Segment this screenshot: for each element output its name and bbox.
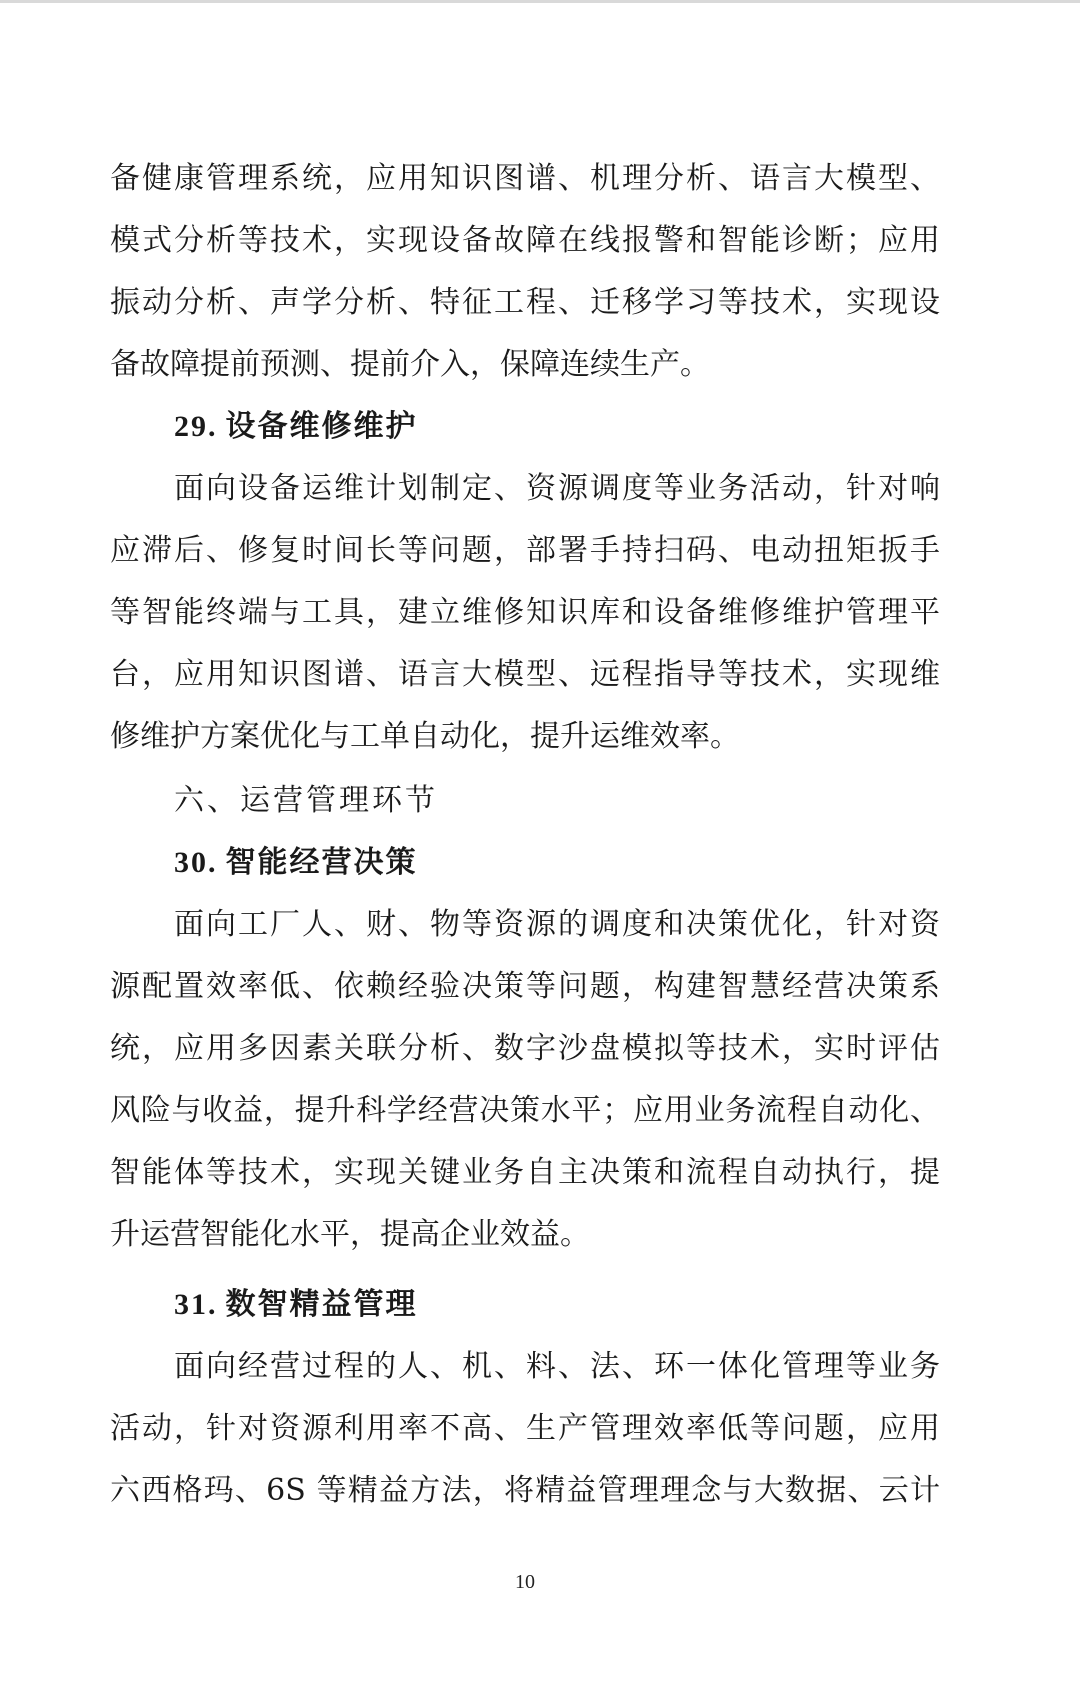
body-line: 应滞后、修复时间长等问题，部署手持扫码、电动扭矩扳手 (110, 533, 940, 568)
body-line: 面向设备运维计划制定、资源调度等业务活动，针对响 (174, 471, 940, 506)
body-line: 等智能终端与工具，建立维修知识库和设备维修维护管理平 (110, 595, 940, 630)
body-line: 源配置效率低、依赖经验决策等问题，构建智慧经营决策系 (110, 969, 940, 1004)
section-title: 智能经营决策 (225, 845, 418, 880)
body-line: 备健康管理系统，应用知识图谱、机理分析、语言大模型、 (110, 161, 940, 196)
section-heading-29 (174, 402, 418, 452)
section-title: 数智精益管理 (225, 1287, 418, 1322)
page-number: 10 (515, 1571, 535, 1593)
section-heading-30 (174, 838, 418, 888)
section-heading-31 (174, 1280, 418, 1330)
body-line: 六西格玛、6S 等精益方法，将精益管理理念与大数据、云计 (110, 1473, 940, 1508)
section-title: 设备维修维护 (225, 409, 418, 444)
body-line: 振动分析、声学分析、特征工程、迁移学习等技术，实现设 (110, 285, 940, 320)
part-heading: 六、运营管理环节 (174, 783, 438, 818)
section-number: 29. (174, 410, 218, 443)
body-line: 升运营智能化水平，提高企业效益。 (110, 1217, 590, 1252)
body-line: 统，应用多因素关联分析、数字沙盘模拟等技术，实时评估 (110, 1031, 940, 1066)
body-line: 风险与收益，提升科学经营决策水平；应用业务流程自动化、 (110, 1093, 940, 1128)
body-line: 修维护方案优化与工单自动化，提升运维效率。 (110, 719, 740, 754)
body-line: 面向工厂人、财、物等资源的调度和决策优化，针对资 (174, 907, 940, 942)
body-line: 备故障提前预测、提前介入，保障连续生产。 (110, 347, 710, 382)
body-line: 台，应用知识图谱、语言大模型、远程指导等技术，实现维 (110, 657, 940, 692)
body-line: 智能体等技术，实现关键业务自主决策和流程自动执行，提 (110, 1155, 940, 1190)
body-line: 模式分析等技术，实现设备故障在线报警和智能诊断；应用 (110, 223, 940, 258)
body-line: 面向经营过程的人、机、料、法、环一体化管理等业务 (174, 1349, 940, 1384)
section-number: 30. (174, 846, 218, 879)
section-number: 31. (174, 1288, 218, 1321)
body-line: 活动，针对资源利用率不高、生产管理效率低等问题，应用 (110, 1411, 940, 1446)
